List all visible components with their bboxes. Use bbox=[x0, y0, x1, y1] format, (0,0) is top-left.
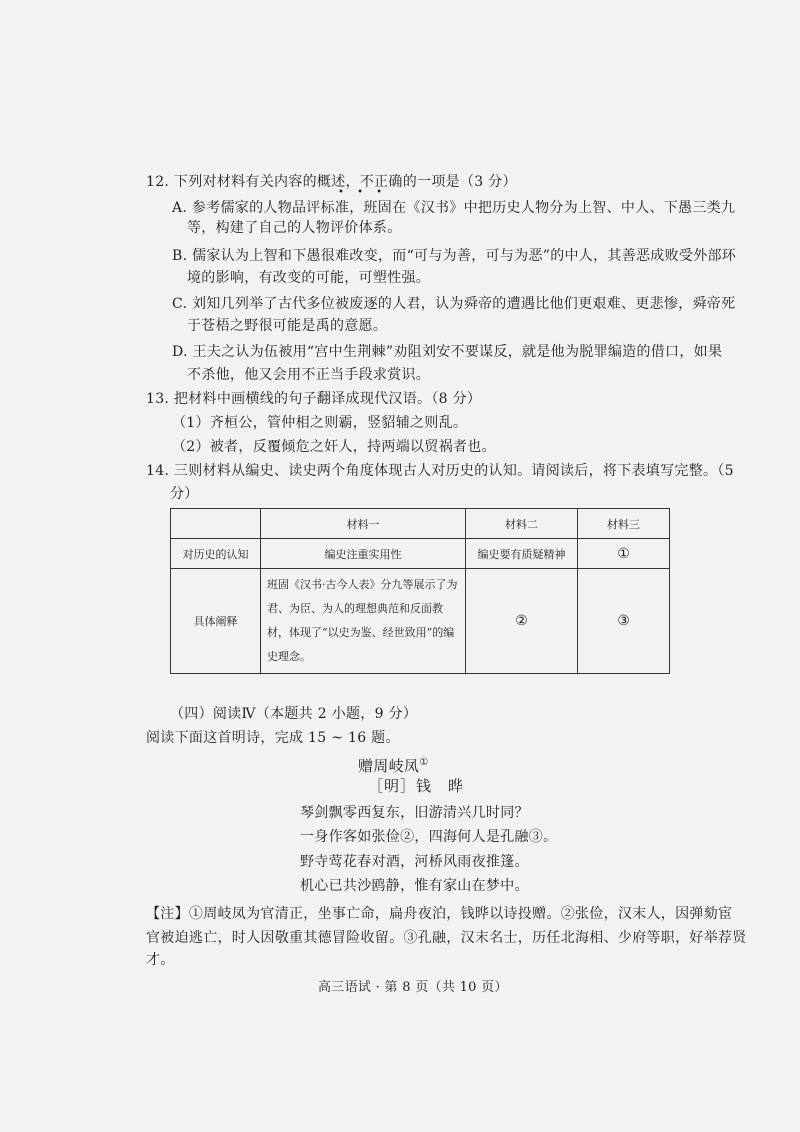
q13-stem: 13. 把材料中画横线的句子翻译成现代汉语。（8 分） bbox=[146, 391, 482, 407]
section-heading: （四）阅读Ⅳ（本题共 2 小题，9 分） bbox=[170, 706, 418, 722]
note-line-3: 才。 bbox=[146, 952, 175, 968]
q12-option-c-line1: C. 刘知几列举了古代多位被废逐的人君，认为舜帝的遭遇比他们更艰难、更悲惨，舜帝死 bbox=[172, 296, 736, 312]
q12-option-b-line2: 境的影响，有改变的可能，可塑性强。 bbox=[187, 270, 431, 286]
row-label: 对历史的认知 bbox=[171, 539, 261, 569]
answer-blank-1: ① bbox=[578, 539, 670, 569]
table-corner-cell bbox=[171, 509, 261, 539]
poem-line-2: 一身作客如张俭②，四海何人是孔融③。 bbox=[300, 829, 558, 845]
q12-option-a-line2: 等，构建了自己的人物评价体系。 bbox=[187, 220, 402, 236]
section-instruction: 阅读下面这首明诗，完成 15 ~ 16 题。 bbox=[146, 730, 400, 746]
q12-option-d-line2: 不杀他，他又会用不正当手段求赏识。 bbox=[187, 367, 431, 383]
poem-author: ［明］钱 晔 bbox=[368, 777, 465, 795]
q13-sentence-2: （2）被者，反覆倾危之奸人，持两端以贸祸者也。 bbox=[172, 439, 496, 455]
poem-line-1: 琴剑飘零西复东，旧游清兴几时同？ bbox=[300, 805, 529, 821]
poem-title-note: ① bbox=[419, 757, 429, 768]
table-row bbox=[171, 569, 670, 674]
q14-stem-line2: 分） bbox=[170, 486, 199, 502]
table-cell: 编史注重实用性 bbox=[261, 539, 466, 569]
poem-line-4: 机心已共沙鸥静，惟有家山在梦中。 bbox=[300, 878, 529, 894]
poem-line-3: 野寺莺花春对酒，河桥风雨夜推篷。 bbox=[300, 854, 529, 870]
note-line-1: 【注】①周岐凤为官清正，坐事亡命，扁舟夜泊，钱晔以诗投赠。②张俭，汉末人，因弹劾宦 bbox=[146, 906, 733, 922]
q13-sentence-1: （1）齐桓公，管仲相之则霸，竖貂辅之则乱。 bbox=[172, 415, 468, 431]
q14-stem-line1: 14. 三则材料从编史、读史两个角度体现古人对历史的认知。请阅读后，将下表填写完整。（5 bbox=[146, 463, 734, 479]
row-label: 具体阐释 bbox=[171, 569, 261, 674]
table-row bbox=[171, 539, 670, 569]
table-cell: 编史要有质疑精神 bbox=[466, 539, 578, 569]
table-header: 材料二 bbox=[466, 509, 578, 539]
q14-table bbox=[170, 508, 670, 674]
q12-option-d-line1: D. 王夫之认为伍被用“宫中生荆棘”劝阻刘安不要谋反，就是他为脱罪编造的借口，如果 bbox=[172, 344, 723, 360]
page-footer: 高三语试 · 第 8 页（共 10 页） bbox=[318, 980, 508, 995]
answer-blank-3: ③ bbox=[578, 569, 670, 674]
table-header: 材料一 bbox=[261, 509, 466, 539]
answer-blank-2: ② bbox=[466, 569, 578, 674]
table-header-row bbox=[171, 509, 670, 539]
q12-option-b-line1: B. 儒家认为上智和下愚很难改变，而“可与为善，可与为恶”的中人，其善恶成败受外部环 bbox=[172, 248, 737, 264]
table-header: 材料三 bbox=[578, 509, 670, 539]
poem-title bbox=[358, 753, 428, 776]
emphasis-dots: • • • bbox=[338, 187, 388, 198]
q12-option-c-line2: 于苍梧之野很可能是禹的意愿。 bbox=[187, 318, 388, 334]
q12-stem: 12. 下列对材料有关内容的概述，不正确的一项是（3 分） bbox=[146, 174, 517, 190]
q12-option-a-line1: A. 参考儒家的人物品评标准，班固在《汉书》中把历史人物分为上智、中人、下愚三类九 bbox=[172, 200, 736, 216]
note-line-2: 官被迫逃亡，时人因敬重其德冒险收留。③孔融，汉末名士，历任北海相、少府等职，好举荐贤 bbox=[146, 930, 747, 946]
poem-title-text: 赠周岐凤 bbox=[358, 757, 420, 775]
table-cell: 班固《汉书·古今人表》分九等展示了为君、为臣、为人的理想典范和反面教材，体现了“以史为鉴、经世致用”的编史理念。 bbox=[261, 569, 466, 674]
